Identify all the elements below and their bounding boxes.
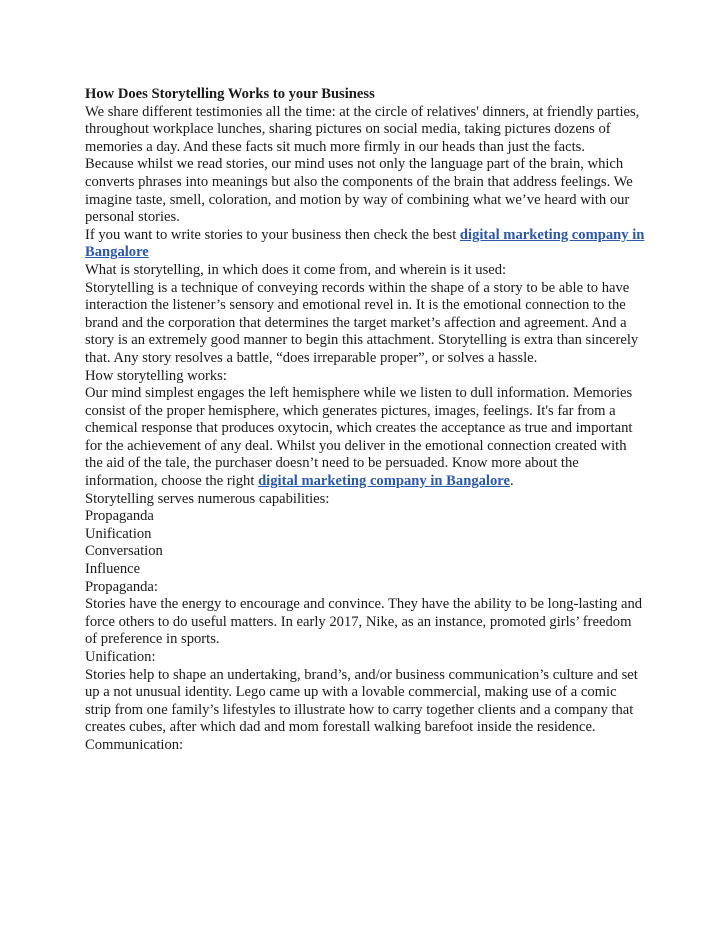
heading-communication: Communication: [85,736,184,753]
paragraph-intro: We share different testimonies all the time: at the circle of relatives' dinners, at friendly parties, throughout workplace lunches, sharing pictures on social media, taking pictures dozens of memories a day. And these facts sit much more firmly in our heads than just the facts. [85,103,640,155]
paragraph-propaganda: Stories have the energy to encourage and convince. They have the ability to be long-lasting and force others to do useful matters. In early 2017, Nike, as an instance, promoted girls’ freedom of preference in sports. [85,596,643,648]
document-title: How Does Storytelling Works to your Business [85,86,375,102]
heading-unification: Unification: [85,649,156,665]
list-item: Influence [85,561,141,578]
cta-text: If you want to write stories to your business then check the best [85,226,460,243]
paragraph-brain: Because whilst we read stories, our mind uses not only the language part of the brain, which converts phrases into meanings but also the components of the brain that address feelings. We imagine taste, smell, coloration, and motion by way of combining what we’ve heard with our personal stories. [85,156,633,226]
paragraph-how-it-works [85,385,645,491]
heading-capabilities: Storytelling serves numerous capabilities: [85,490,330,507]
paragraph-cta [85,227,645,262]
paragraph-unification: Stories help to shape an undertaking, brand’s, and/or business communication’s culture and set up a not unusual identity. Lego came up with a lovable commercial, making use of a comic strip from one family’s lifestyles to illustrate how to carry together clients and a company that creates cubes, after which dad and mom forestall walking barefoot inside the residence. [85,666,638,736]
digital-marketing-link-2[interactable]: digital marketing company in Bangalore [258,473,510,490]
how-it-works-text: Our mind simplest engages the left hemisphere while we listen to dull information. Memories consist of the proper hemisphere, which generates pictures, images, feelings. It's far from a chemical response that produces oxytocin, which creates the acceptance as true and important for the achievement of any deal. Whilst you deliver in the emotional connection created with the aid of the tale, the purchaser doesn’t need to be persuaded. Know more about the information, choose the right [85,385,633,490]
heading-what-is-storytelling: What is storytelling, in which does it come from, and wherein is it used: [85,261,507,278]
heading-how-it-works: How storytelling works: [85,367,227,384]
heading-propaganda: Propaganda: [85,578,158,595]
list-item: Unification [85,525,152,542]
document-body [85,86,645,755]
digital-marketing-link[interactable]: digital marketing company in Bangalore [85,226,645,261]
list-item: Conversation [85,543,163,560]
period: . [509,473,514,490]
list-item: Propaganda [85,508,154,525]
paragraph-definition: Storytelling is a technique of conveying records within the shape of a story to be able to have interaction the listener’s sensory and emotional revel in. It is the emotional connection to the brand and the corporation that determines the target market’s affection and agreement. And a story is an extremely good manner to begin this attachment. Storytelling is extra than sincerely that. Any story resolves a battle, “does irreparable proper”, or solves a hassle. [85,279,639,366]
